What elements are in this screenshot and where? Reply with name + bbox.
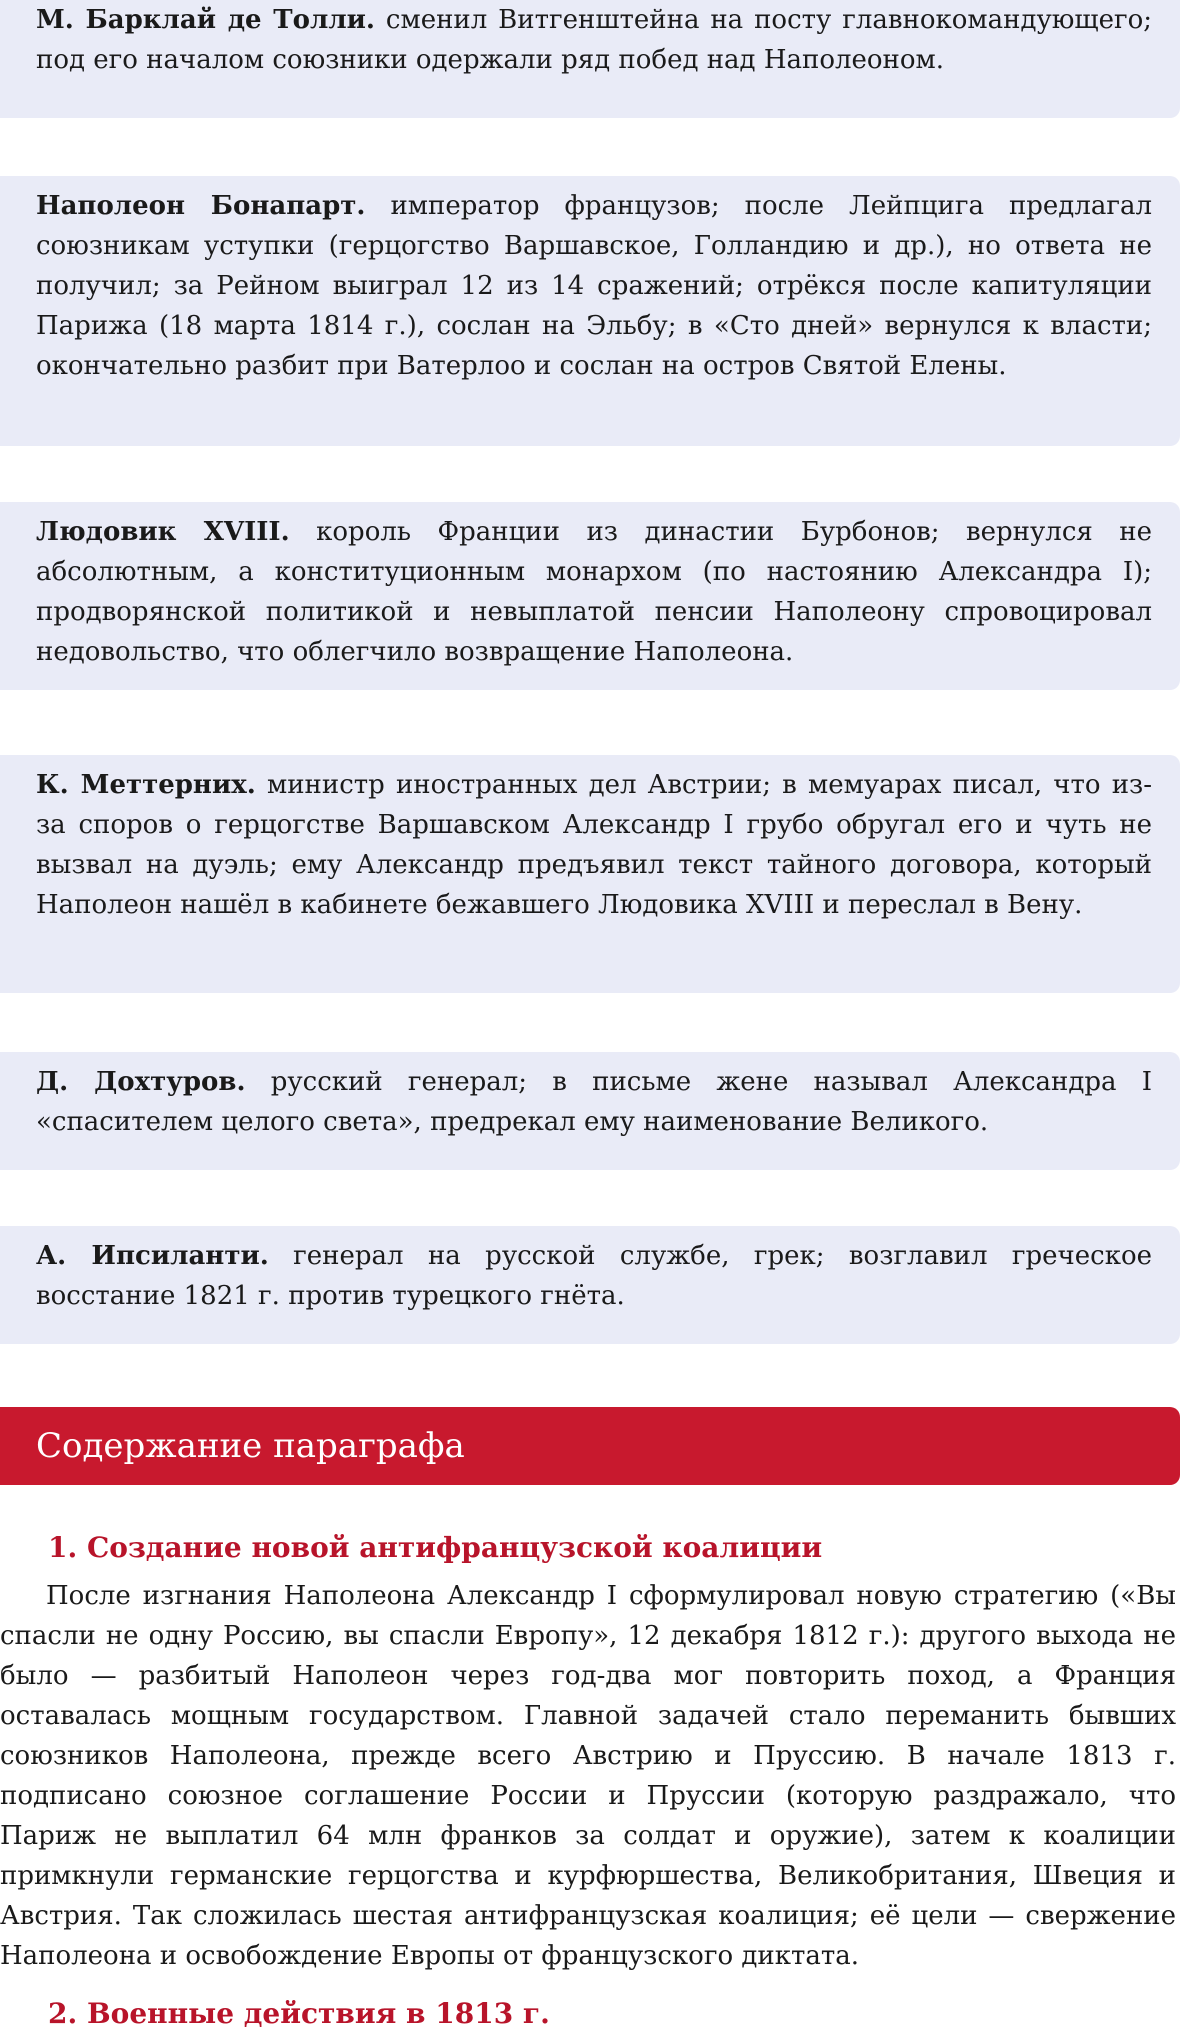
entry-card	[0, 1052, 1180, 1170]
entry-card	[0, 0, 1180, 118]
subsection-heading: 2. Военные действия в 1813 г.	[48, 1997, 550, 2030]
entry-text: император французов; после Лейпцига предлагал союзникам уступки (герцогство Варшавское, Голландию и др.), но ответа не получил; за Рейном выиграл 12 из 14 сражений; отрёкся после капитуляции Парижа (18 марта 1814 г.), сослан на Эльбу; в «Сто дней» вернулся к власти; окончательно разбит при Ватерлоо и сослан на остров Святой Елены.	[36, 191, 1152, 381]
entry-name: Д. Дохтуров.	[36, 1067, 246, 1097]
section-title: Содержание параграфа	[0, 1407, 1180, 1485]
entry-card	[0, 1226, 1180, 1344]
subsection-heading: 1. Создание новой антифранцузской коалиции	[48, 1531, 823, 1564]
entry-text: русский генерал; в письме жене называл Александра I «спасителем целого света», предрекал ему наименование Великого.	[36, 1067, 1152, 1137]
entry-name: Людовик XVIII.	[36, 517, 290, 547]
body-paragraph: После изгнания Наполеона Александр I сформулировал новую стратегию («Вы спасли не одну Россию, вы спасли Европу», 12 декабря 1812 г.): другого выхода не было — разбитый Наполеон через год-два мог повторить поход, а Франция оставалась мощным государством. Главной задачей стало переманить бывших союзников Наполеона, прежде всего Австрию и Пруссию. В начале 1813 г. подписано союзное соглашение России и Пруссии (которую раздражало, что Париж не выплатил 64 млн франков за солдат и оружие), затем к коалиции примкнули германские герцогства и курфюршества, Великобритания, Швеция и Австрия. Так сложилась шестая антифранцузская коалиция; её цели — свержение Наполеона и освобождение Европы от французского диктата.	[0, 1581, 1176, 1971]
entry-name: Наполеон Бонапарт.	[36, 191, 366, 221]
entry-text: министр иностранных дел Австрии; в мемуарах писал, что из-за споров о герцогстве Варшавском Александр I грубо обругал его и чуть не вызвал на дуэль; ему Александр предъявил текст тайного договора, который Наполеон нашёл в кабинете бежавшего Людовика XVIII и переслал в Вену.	[36, 770, 1152, 920]
entry-text: король Франции из династии Бурбонов; вернулся не абсолютным, а конституционным монархом (по настоянию Александра I); продворянской политикой и невыплатой пенсии Наполеону спровоцировал недовольство, что облегчило возвращение Наполеона.	[36, 517, 1153, 667]
entry-card	[0, 502, 1180, 690]
entry-name: М. Барклай де Толли.	[36, 5, 375, 35]
entry-card	[0, 755, 1180, 993]
entry-text: сменил Витгенштейна на посту главнокомандующего; под его началом союзники одержали ряд побед над Наполеоном.	[36, 5, 1152, 75]
entry-card	[0, 176, 1180, 446]
entry-name: А. Ипсиланти.	[36, 1241, 269, 1271]
entry-name: К. Меттерних.	[36, 770, 256, 800]
entry-text: генерал на русской службе, грек; возглавил греческое восстание 1821 г. против турецкого гнёта.	[36, 1241, 1152, 1311]
